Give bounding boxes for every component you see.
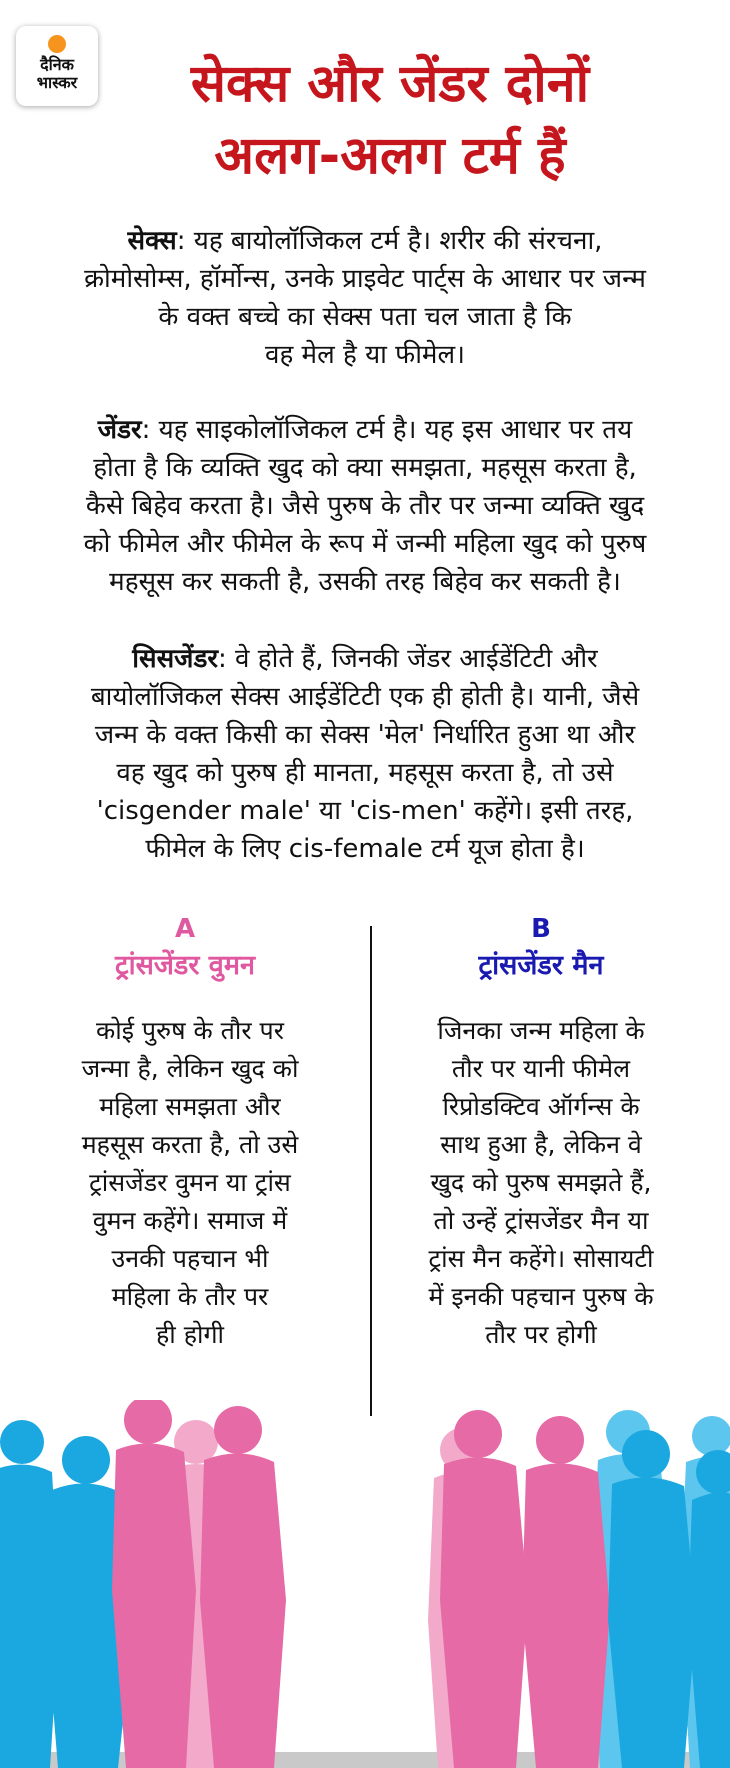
figure-pink-left-1	[112, 1400, 196, 1768]
definition-text: : यह साइकोलॉजिकल टर्म है। यह इस आधार पर तय	[141, 415, 633, 445]
figure-pink-left-2	[200, 1406, 286, 1768]
definition-line: वह खुद को पुरुष ही मानता, महसूस करता है, तो उसे	[116, 758, 614, 788]
column-line: में इनकी पहचान पुरुष के	[428, 1282, 654, 1311]
column-a-heading: ट्रांसजेंडर वुमन	[115, 950, 255, 981]
column-line: उनकी पहचान भी	[111, 1244, 269, 1273]
definition-line: क्रोमोसोम्स, हॉर्मोन्स, उनके प्राइवेट पार्ट्स के आधार पर जन्म	[84, 264, 646, 294]
column-line: खुद को पुरुष समझते हैं,	[430, 1168, 652, 1197]
definition-term: सेक्स	[127, 226, 177, 256]
column-line: वुमन कहेंगे। समाज में	[92, 1206, 288, 1235]
brand-logo	[16, 26, 98, 106]
logo-sun-icon	[48, 35, 66, 53]
definition-line	[24, 222, 706, 260]
column-line: तौर पर होगी	[485, 1320, 597, 1349]
definition-line	[24, 640, 706, 678]
definition-line: 'cisgender male' या 'cis-men' कहेंगे। इसी तरह,	[96, 796, 634, 826]
column-line: ही होगी	[156, 1320, 224, 1349]
column-line: महसूस करता है, तो उसे	[81, 1130, 299, 1159]
page-title	[120, 48, 660, 192]
definition-line: फीमेल के लिए cis-female टर्म यूज होता है।	[145, 834, 585, 864]
column-b-heading: ट्रांसजेंडर मैन	[478, 950, 604, 981]
crowd-silhouettes-illustration	[0, 1400, 730, 1768]
column-a-body	[50, 1012, 330, 1354]
column-line: तौर पर यानी फीमेल	[451, 1054, 631, 1083]
definition-line: कैसे बिहेव करता है। जैसे पुरुष के तौर पर जन्मा व्यक्ति खुद	[85, 491, 645, 521]
definition-line: के वक्त बच्चे का सेक्स पता चल जाता है कि	[158, 302, 572, 332]
column-line: रिप्रोडक्टिव ऑर्गन्स के	[442, 1092, 640, 1121]
definition-text: : वे होते हैं, जिनकी जेंडर आईडेंटिटी और	[218, 644, 598, 674]
column-line: ट्रांसजेंडर वुमन या ट्रांस	[89, 1168, 291, 1197]
column-line: ट्रांस मैन कहेंगे। सोसायटी	[428, 1244, 654, 1273]
definition-gender	[24, 411, 706, 601]
definition-term: जेंडर	[97, 415, 142, 445]
column-line: तो उन्हें ट्रांसजेंडर मैन या	[433, 1206, 649, 1235]
column-line: जन्मा है, लेकिन खुद को	[81, 1054, 299, 1083]
definition-term: सिसजेंडर	[132, 644, 219, 674]
column-a-letter: A	[174, 914, 196, 944]
figure-pink-right-2	[522, 1416, 610, 1768]
column-line: जिनका जन्म महिला के	[437, 1016, 645, 1045]
definition-line: महसूस कर सकती है, उसकी तरह बिहेव कर सकती है।	[109, 567, 621, 597]
column-divider	[370, 926, 372, 1416]
definition-line	[24, 411, 706, 449]
definition-sex	[24, 222, 706, 374]
definition-cisgender	[24, 640, 706, 868]
figure-pink-right-1	[440, 1410, 528, 1768]
title-line-2: अलग-अलग टर्म हैं	[214, 126, 566, 186]
title-line-1: सेक्स और जेंडर दोनों	[190, 54, 590, 114]
logo-text-line-2: भास्कर	[36, 73, 78, 92]
definition-line: वह मेल है या फीमेल।	[265, 340, 465, 370]
definition-line: होता है कि व्यक्ति खुद को क्या समझता, महसूस करता है,	[93, 453, 637, 483]
column-line: महिला के तौर पर	[111, 1282, 269, 1311]
column-b-letter: B	[531, 914, 551, 944]
logo-text-line-1: दैनिक	[40, 55, 74, 74]
definition-text: : यह बायोलॉजिकल टर्म है। शरीर की संरचना,	[176, 226, 603, 256]
definition-line: बायोलॉजिकल सेक्स आईडेंटिटी एक ही होती है। यानी, जैसे	[90, 682, 640, 712]
definition-line: को फीमेल और फीमेल के रूप में जन्मी महिला खुद को पुरुष	[83, 529, 647, 559]
column-line: महिला समझता और	[99, 1092, 281, 1121]
definition-line: जन्म के वक्त किसी का सेक्स 'मेल' निर्धारित हुआ था और	[94, 720, 636, 750]
column-line: साथ हुआ है, लेकिन वे	[440, 1130, 642, 1159]
column-b-body	[398, 1012, 684, 1354]
column-line: कोई पुरुष के तौर पर	[96, 1016, 284, 1045]
